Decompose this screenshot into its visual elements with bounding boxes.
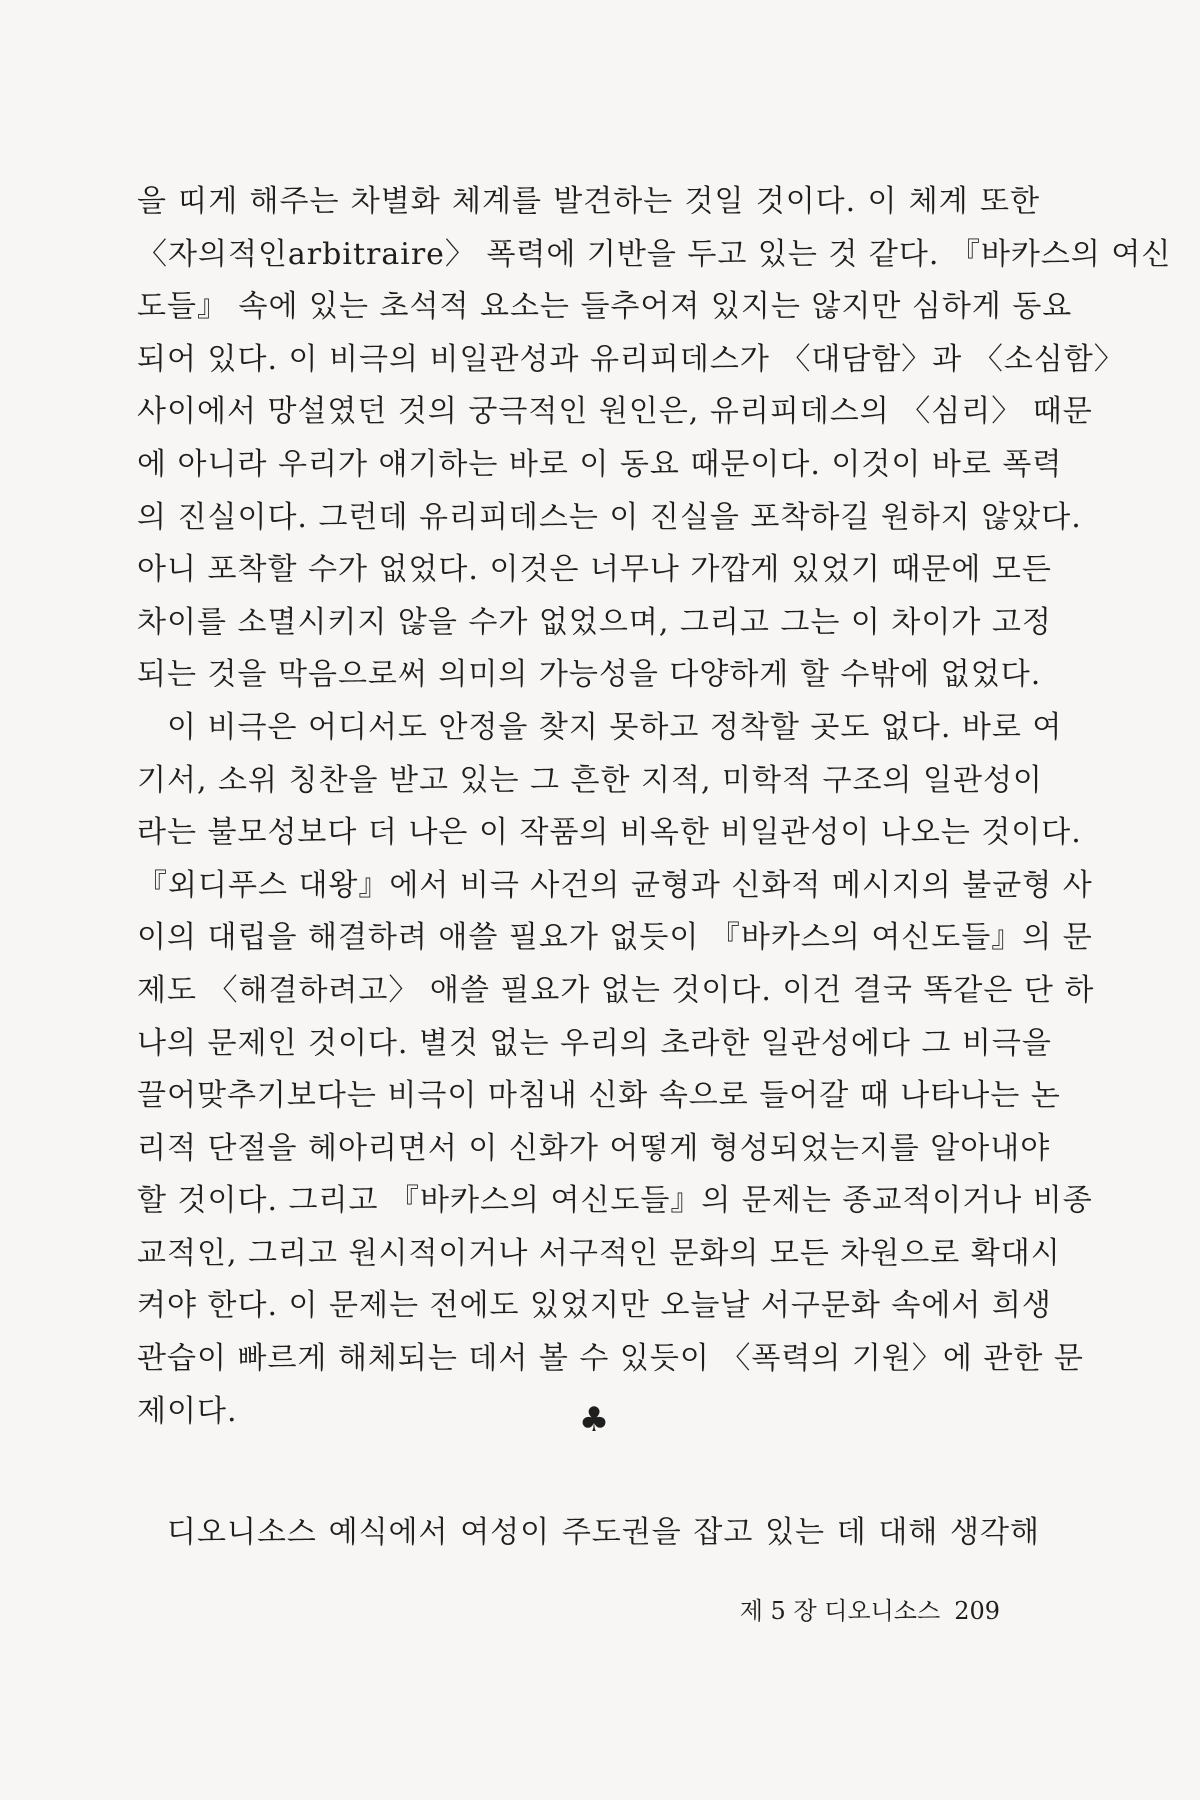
text-line: 교적인, 그리고 원시적이거나 서구적인 문화의 모든 차원으로 확대시: [137, 1235, 1061, 1271]
running-footer: [726, 1595, 1000, 1627]
text-line: 의 진실이다. 그런데 유리피데스는 이 진실을 포착하길 원하지 않았다.: [137, 499, 1082, 535]
page-number: 209: [954, 1597, 1000, 1625]
text-line: 되어 있다. 이 비극의 비일관성과 유리피데스가 〈대담함〉과 〈소심함〉: [137, 341, 1125, 377]
text-line: 할 것이다. 그리고 『바카스의 여신도들』의 문제는 종교적이거나 비종: [137, 1183, 1093, 1219]
text-line: 아니 포착할 수가 없었다. 이것은 너무나 가깝게 있었기 때문에 모든: [137, 552, 1052, 588]
text-line: 『외디푸스 대왕』에서 비극 사건의 균형과 신화적 메시지의 불균형 사: [137, 867, 1093, 903]
text-line: 차이를 소멸시키지 않을 수가 없었으며, 그리고 그는 이 차이가 고정: [137, 604, 1052, 640]
body-text: [137, 176, 1172, 1438]
club-ornament-icon: ♣: [578, 1400, 610, 1440]
text-line: 제도 〈해결하려고〉 애쓸 필요가 없는 것이다. 이건 결국 똑같은 단 하: [137, 972, 1095, 1008]
text-line: 에 아니라 우리가 얘기하는 바로 이 동요 때문이다. 이것이 바로 폭력: [137, 446, 1063, 482]
text-line: 제이다.: [137, 1393, 238, 1429]
next-section-line: 디오니소스 예식에서 여성이 주도권을 잡고 있는 데 대해 생각해: [167, 1515, 1040, 1550]
text-line: 〈자의적인arbitraire〉 폭력에 기반을 두고 있는 것 같다. 『바카스의 여신: [137, 236, 1172, 272]
text-line: 을 띠게 해주는 차별화 체계를 발견하는 것일 것이다. 이 체계 또한: [137, 184, 1040, 219]
text-line: 라는 불모성보다 더 나은 이 작품의 비옥한 비일관성이 나오는 것이다.: [137, 815, 1082, 851]
text-line: 관습이 빠르게 해체되는 데서 볼 수 있듯이 〈폭력의 기원〉에 관한 문: [137, 1341, 1084, 1377]
text-line: 켜야 한다. 이 문제는 전에도 있었지만 오늘날 서구문화 속에서 희생: [137, 1288, 1052, 1324]
text-line: 끌어맞추기보다는 비극이 마침내 신화 속으로 들어갈 때 나타나는 논: [137, 1078, 1061, 1114]
text-line: 사이에서 망설였던 것의 궁극적인 원인은, 유리피데스의 〈심리〉 때문: [137, 394, 1093, 430]
text-line: 되는 것을 막음으로써 의미의 가능성을 다양하게 할 수밖에 없었다.: [137, 657, 1042, 693]
text-line: 기서, 소위 칭찬을 받고 있는 그 흔한 지적, 미학적 구조의 일관성이: [137, 762, 1043, 798]
chapter-title: 제 5 장 디오니소스: [739, 1597, 941, 1625]
text-line: 이 비극은 어디서도 안정을 찾지 못하고 정착할 곳도 없다. 바로 여: [167, 709, 1063, 745]
text-line: 나의 문제인 것이다. 별것 없는 우리의 초라한 일관성에다 그 비극을: [137, 1025, 1052, 1061]
text-line: 리적 단절을 헤아리면서 이 신화가 어떻게 형성되었는지를 알아내야: [137, 1130, 1051, 1166]
text-line: 이의 대립을 해결하려 애쓸 필요가 없듯이 『바카스의 여신도들』의 문: [137, 920, 1093, 956]
text-line: 도들』 속에 있는 초석적 요소는 들추어져 있지는 않지만 심하게 동요: [137, 289, 1073, 325]
